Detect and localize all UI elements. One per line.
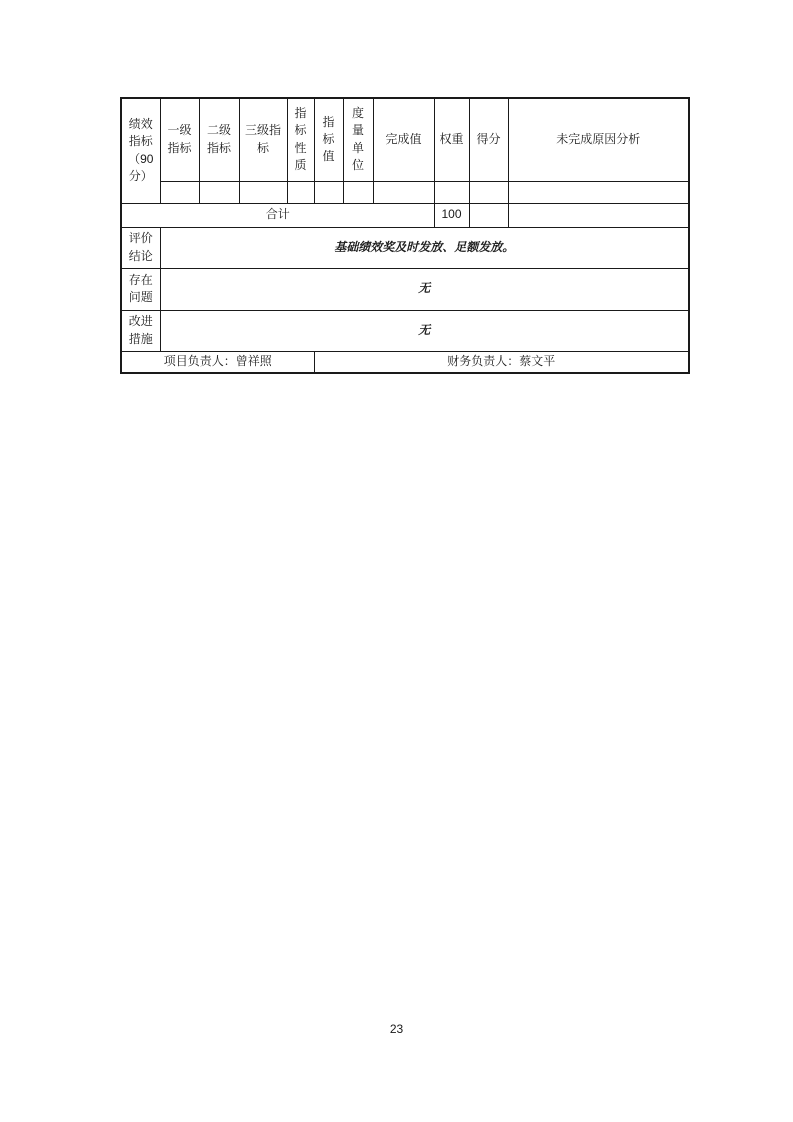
evaluation-conclusion-content: 基础绩效奖及时发放、足额发放。 bbox=[160, 227, 689, 268]
signature-row bbox=[121, 351, 689, 373]
improvement-measures-row bbox=[121, 310, 689, 351]
header-cell-weight: 权重 bbox=[434, 98, 469, 181]
empty-cell bbox=[469, 181, 508, 203]
finance-leader-cell: 财务负责人：蔡文平 bbox=[314, 351, 689, 373]
header-cell-level1-indicator: 一级指标 bbox=[160, 98, 199, 181]
empty-data-row bbox=[121, 181, 689, 203]
empty-cell bbox=[343, 181, 373, 203]
header-cell-measure-unit: 度量单位 bbox=[343, 98, 373, 181]
empty-cell bbox=[287, 181, 314, 203]
empty-cell bbox=[434, 181, 469, 203]
existing-problems-content: 无 bbox=[160, 268, 689, 310]
existing-problems-row bbox=[121, 268, 689, 310]
empty-cell bbox=[314, 181, 343, 203]
header-cell-level3-indicator: 三级指标 bbox=[239, 98, 287, 181]
existing-problems-label: 存在问题 bbox=[121, 268, 160, 310]
header-cell-performance-indicator: 绩效指标（90分） bbox=[121, 98, 160, 203]
total-row bbox=[121, 203, 689, 227]
evaluation-conclusion-row bbox=[121, 227, 689, 268]
header-cell-score: 得分 bbox=[469, 98, 508, 181]
table-header-row bbox=[121, 98, 689, 181]
improvement-measures-content: 无 bbox=[160, 310, 689, 351]
project-leader-cell: 项目负责人：曾祥照 bbox=[121, 351, 314, 373]
header-cell-level2-indicator: 二级指标 bbox=[199, 98, 239, 181]
empty-cell bbox=[199, 181, 239, 203]
total-label: 合计 bbox=[121, 203, 434, 227]
improvement-measures-label: 改进措施 bbox=[121, 310, 160, 351]
page-number: 23 bbox=[389, 1022, 404, 1036]
header-cell-indicator-value: 指标值 bbox=[314, 98, 343, 181]
empty-cell bbox=[508, 181, 689, 203]
header-cell-unfinished-reason-analysis: 未完成原因分析 bbox=[508, 98, 689, 181]
empty-cell bbox=[373, 181, 434, 203]
total-weight-value: 100 bbox=[434, 203, 469, 227]
total-analysis-cell bbox=[508, 203, 689, 227]
performance-indicator-table bbox=[120, 97, 690, 374]
header-cell-indicator-nature: 指标性质 bbox=[287, 98, 314, 181]
header-cell-completion-value: 完成值 bbox=[373, 98, 434, 181]
empty-cell bbox=[160, 181, 199, 203]
empty-cell bbox=[239, 181, 287, 203]
evaluation-conclusion-label: 评价结论 bbox=[121, 227, 160, 268]
total-score-cell bbox=[469, 203, 508, 227]
